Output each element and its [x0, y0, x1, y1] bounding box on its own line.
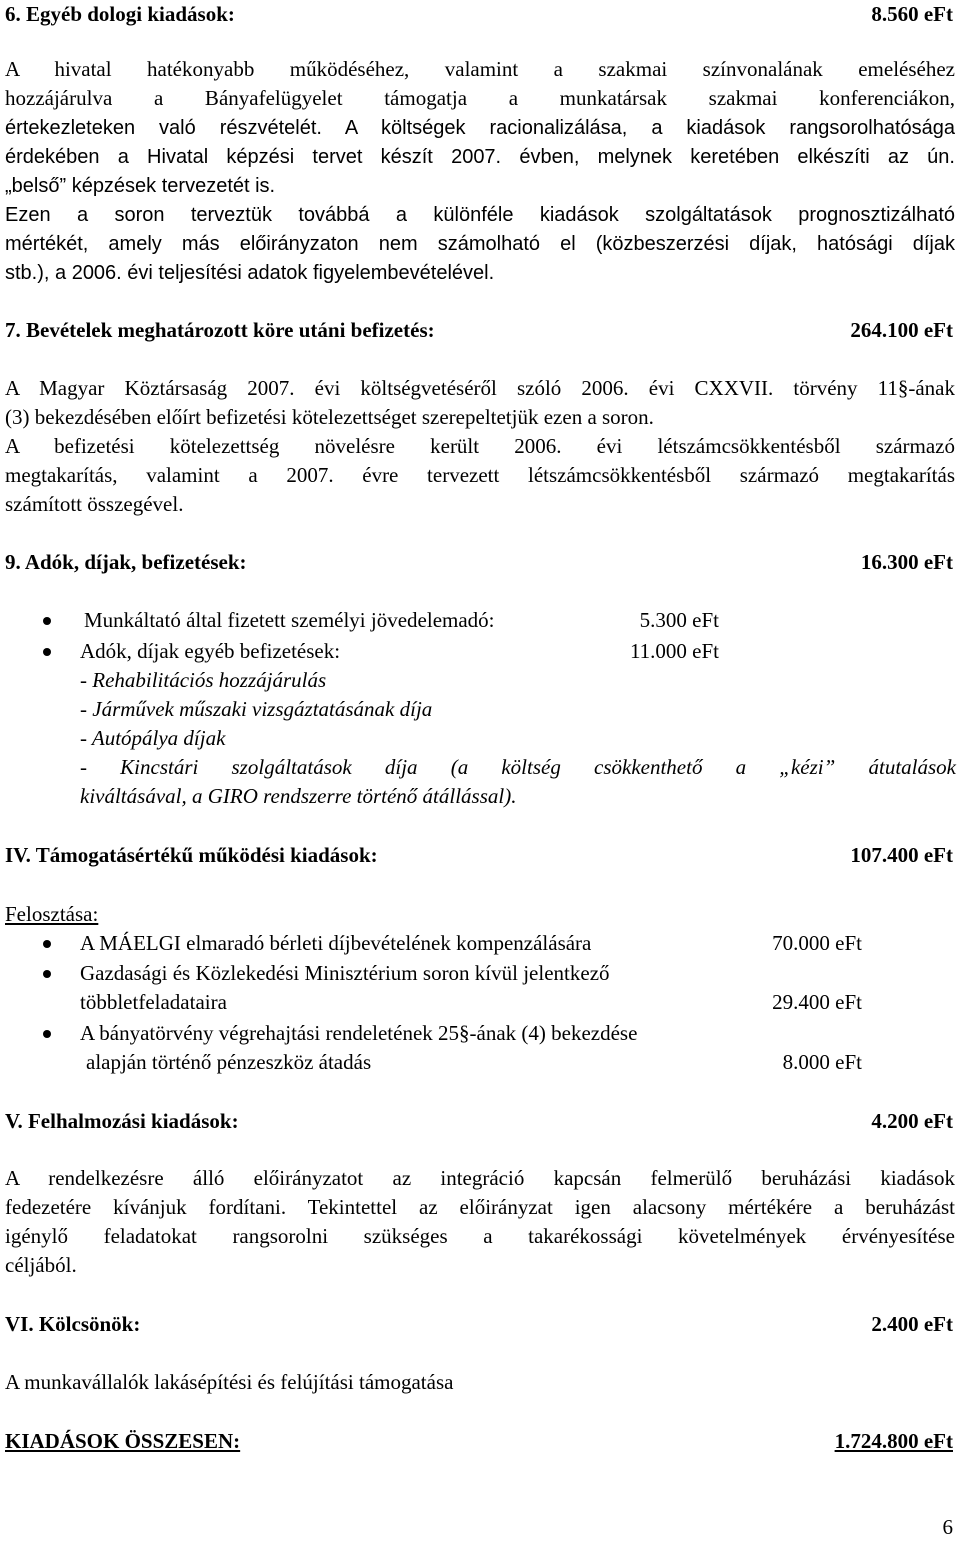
bullet-icon — [43, 617, 51, 625]
list-item-amount: 70.000 eFt — [772, 931, 862, 955]
section-9-amount: 16.300 eFt — [860, 550, 953, 574]
section-9-title: 9. Adók, díjak, befizetések: — [5, 550, 247, 574]
section-iv-title: IV. Támogatásértékű működési kiadások: — [5, 843, 378, 867]
list-item-amount: 8.000 eFt — [782, 1050, 862, 1074]
list-item-amount: 5.300 eFt — [639, 608, 719, 632]
list-item-label: A bányatörvény végrehajtási rendeletének 25§-ának (4) bekezdése — [80, 1021, 638, 1045]
bullet-icon — [43, 970, 51, 978]
list-item-amount: 29.400 eFt — [772, 990, 862, 1014]
section-vi-amount: 2.400 eFt — [871, 1312, 953, 1336]
paragraph-line: stb.), a 2006. évi teljesítési adatok figyelembevételével. — [5, 262, 495, 284]
paragraph-line: hozzájárulva a Bányafelügyelet támogatja a munkatársak szakmai konferenciákon, — [5, 86, 955, 110]
total-label: KIADÁSOK ÖSSZESEN: — [5, 1429, 241, 1453]
bullet-icon — [43, 1030, 51, 1038]
paragraph-line: A Magyar Köztársaság 2007. évi költségvetéséről szóló 2006. évi CXXVII. törvény 11§-ának — [5, 376, 955, 400]
paragraph-line: A befizetési kötelezettség növelésre került 2006. évi létszámcsökkentésből származó — [5, 434, 955, 458]
paragraph-line: igénylő feladatokat rangsorolni szükséges a takarékossági követelmények érvényesítése — [5, 1224, 955, 1248]
section-vi-title: VI. Kölcsönök: — [5, 1312, 141, 1336]
sub-item: - Kincstári szolgáltatások díja (a költség csökkenthető a „kézi” átutalások — [80, 755, 956, 779]
paragraph-line: A hivatal hatékonyabb működéséhez, valamint a szakmai színvonalának emeléséhez — [5, 57, 955, 81]
bullet-icon — [43, 648, 51, 656]
section-iv-amount: 107.400 eFt — [850, 843, 953, 867]
section-7-amount: 264.100 eFt — [850, 318, 953, 342]
sub-item: - Járművek műszaki vizsgáztatásának díja — [80, 697, 433, 721]
section-7-title: 7. Bevételek meghatározott köre utáni befizetés: — [5, 318, 435, 342]
sub-item: - Autópálya díjak — [80, 726, 226, 750]
total-amount: 1.724.800 eFt — [834, 1429, 953, 1453]
section-v-amount: 4.200 eFt — [871, 1109, 953, 1133]
page-number: 6 — [942, 1515, 953, 1539]
paragraph-line: érdekében a Hivatal képzési tervet készít 2007. évben, melynek keretében elkészíti az ún. — [5, 146, 955, 168]
paragraph-line: céljából. — [5, 1253, 77, 1277]
list-item-label: alapján történő pénzeszköz átadás — [86, 1050, 372, 1074]
paragraph-line: megtakarítás, valamint a 2007. évre tervezett létszámcsökkentésből származó megtakarítás — [5, 463, 955, 487]
section-6-title: 6. Egyéb dologi kiadások: — [5, 2, 235, 26]
list-item-label: A MÁELGI elmaradó bérleti díjbevételének kompenzálására — [80, 931, 592, 955]
section-6-amount: 8.560 eFt — [871, 2, 953, 26]
paragraph-line: számított összegével. — [5, 492, 184, 516]
paragraph-line: Ezen a soron terveztük továbbá a különféle kiadások szolgáltatások prognosztizálható — [5, 204, 955, 226]
list-item-label: Adók, díjak egyéb befizetések: — [80, 639, 341, 663]
list-item-label: többletfeladataira — [80, 990, 227, 1014]
paragraph-line: „belső” képzések tervezetét is. — [5, 175, 276, 197]
paragraph-line: értekezleteken való részvételét. A költségek racionalizálása, a kiadások rangsorolhatósága — [5, 117, 955, 139]
felosztas-heading: Felosztása: — [5, 902, 99, 926]
paragraph-line: mértékét, amely más előirányzaton nem számolható el (közbeszerzési díjak, hatósági díjak — [5, 233, 955, 255]
paragraph-line: A rendelkezésre álló előirányzatot az integráció kapcsán felmerülő beruházási kiadások — [5, 1166, 955, 1190]
list-item-label: Munkáltató által fizetett személyi jövedelemadó: — [84, 608, 495, 632]
section-v-title: V. Felhalmozási kiadások: — [5, 1109, 239, 1133]
bullet-icon — [43, 940, 51, 948]
paragraph-line: (3) bekezdésében előírt befizetési kötelezettséget szerepeltetjük ezen a soron. — [5, 405, 654, 429]
paragraph-line: A munkavállalók lakásépítési és felújítási támogatása — [5, 1370, 454, 1394]
list-item-amount: 11.000 eFt — [629, 639, 719, 663]
list-item-label: Gazdasági és Közlekedési Minisztérium soron kívül jelentkező — [80, 961, 610, 985]
paragraph-line: fedezetére kívánjuk fordítani. Tekintettel az előirányzat igen alacsony mértékére a beruházást — [5, 1195, 955, 1219]
sub-item: kiváltásával, a GIRO rendszerre történő átállással). — [80, 784, 517, 808]
sub-item: - Rehabilitációs hozzájárulás — [80, 668, 327, 692]
